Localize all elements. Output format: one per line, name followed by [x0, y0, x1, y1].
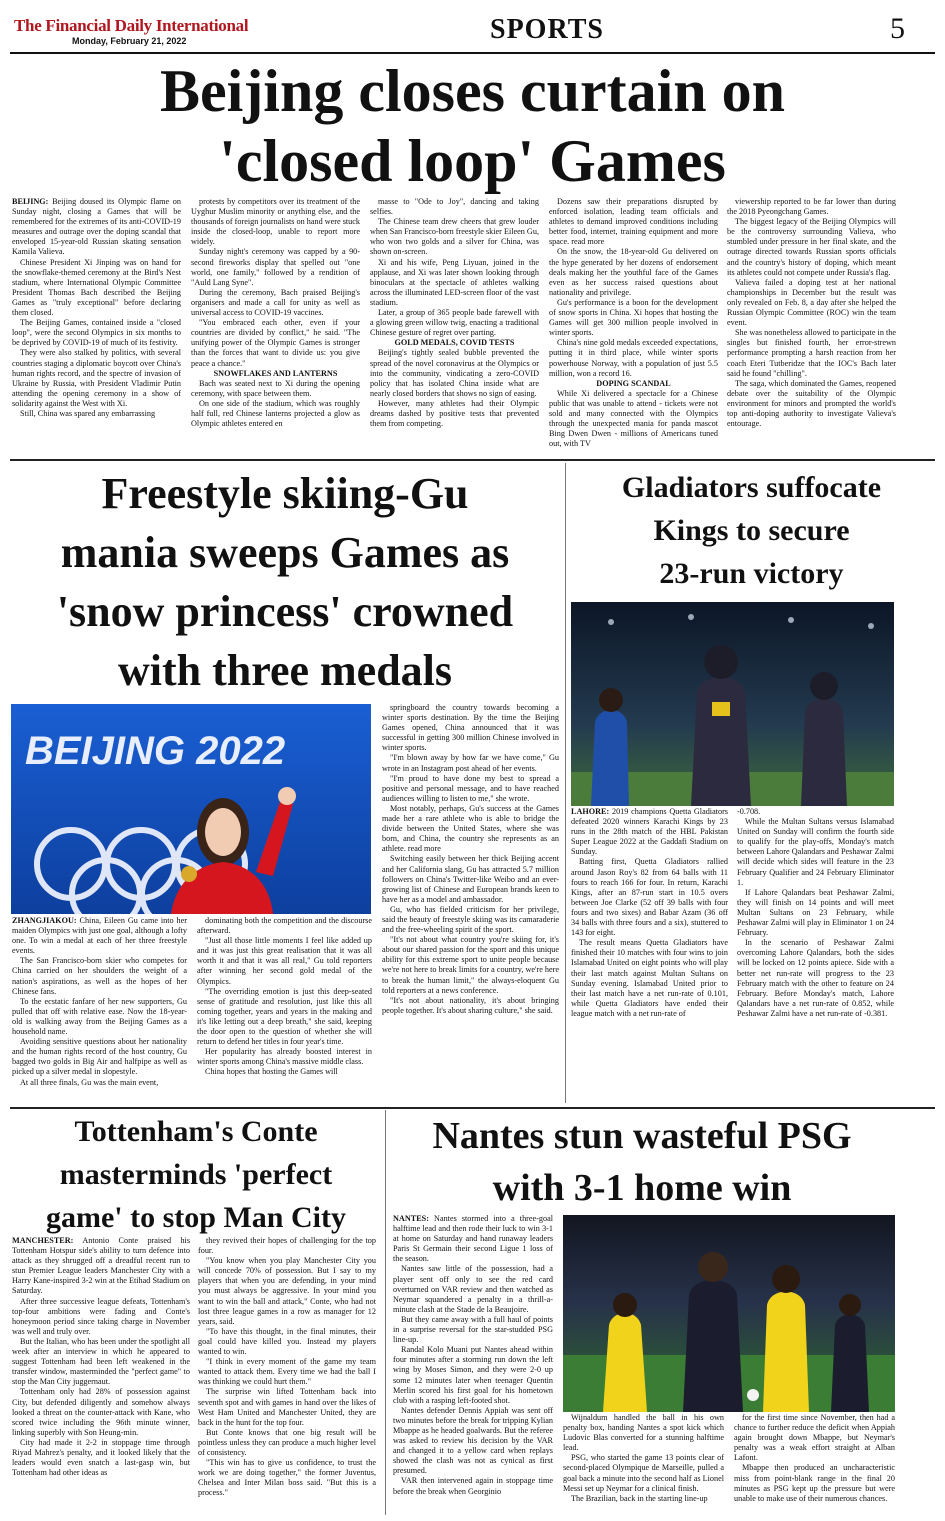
paragraph: Xi and his wife, Peng Liyuan, joined in the applause, and Xi was later shown looking through binoculars at the spectacle of athletes walking across the illuminated LED-screen floor of the vast stadium.	[370, 257, 539, 307]
paragraph-text: 2019 champions Quetta Gladiators defeated 2020 winners Karachi Kings by 23 runs in the 28th match of the HBL Pakistan Super League 2022 at the Gaddafi Stadium on Sunday.	[571, 807, 728, 857]
eileen-gu-photo-art	[11, 704, 371, 914]
dateline: NANTES:	[393, 1214, 429, 1223]
paragraph	[571, 807, 728, 857]
page-number: 5	[890, 12, 905, 45]
divider	[385, 1110, 386, 1515]
paragraph: for the first time since November, then had a chance to further reduce the deficit when Appiah again brought down Mbappe, but Neymar's penalty was a weak effort straight at Alban Lafont.	[734, 1413, 895, 1463]
paragraph-text: Beijing doused its Olympic flame on Sunday night, closing a Games that will be remembered for the extremes of its anti-COVID-19 measures and outrage over the doping scandal that enveloped 15-year-old Russian skating sensation Kamila Valieva.	[12, 197, 181, 257]
paragraph: -0.708.	[737, 807, 761, 816]
dateline: BEIJING:	[12, 197, 49, 206]
gu-headline	[10, 464, 560, 700]
paragraph: In the scenario of Peshawar Zalmi overcoming Lahore Qalandars, both the sides will be locked on 12 points apiece. Side with a better net run-rate will progress to the 23 February match with the other to feature on 24 February. Before Monday's match, Lahore Qalandars have a net run-rate of 0.852, while Peshawar Zalmi have a net run-rate of -0.381.	[737, 938, 894, 1018]
paragraph: "Just all those little moments I feel like added up and it was just this great realisation that it was all worth it and that it was all real," Gu told reporters after winning her second gold medal of the Olympics.	[197, 936, 372, 986]
paragraph: China hopes that hosting the Games will	[205, 1067, 338, 1077]
paragraph	[12, 197, 181, 258]
paragraph: At all three finals, Gu was the main event,	[20, 1077, 159, 1087]
paragraph: The Chinese team drew cheers that grew louder when San Francisco-born freestyle skier Eileen Gu, who won two golds and a silver for China, was shown on-screen.	[370, 217, 539, 257]
paragraph: "I'm blown away by how far we have come," Gu wrote in an Instagram post ahead of her events.	[382, 753, 559, 773]
paragraph: "I'm proud to have done my best to spread a positive and personal message, and to have reached audiences willing to listen to me," she wrote.	[382, 773, 559, 803]
paragraph: Sunday night's ceremony was capped by a 90-second fireworks display that spelled out "one world, one family," followed by a rendition of "Auld Lang Syne".	[191, 247, 360, 287]
paragraph: The Beijing Games, contained inside a "closed loop", were the second Olympics in six months to be deprived by COVID-19 of much of its festivity.	[12, 318, 181, 348]
backdrop-text: BEIJING 2022	[25, 729, 286, 773]
paragraph: "It's not about what country you're skiing for, it's about our shared passion for the sport and this unique ability for this extreme sport to unite people because we're not here to break limits for a country, we're here to break the human limit," the always-eloquent Gu told reporters at a news conference.	[382, 935, 559, 995]
paragraph: "To have this thought, in the final minutes, their goal could have killed you. Instead my players wanted to win.	[198, 1326, 376, 1357]
beijing-headline	[20, 56, 925, 196]
paragraph: Avoiding sensitive questions about her nationality and the human rights record of the host country, Gu bagged two golds in Big Air and halfpipe as well as picked up a silver medal in slopestyle.	[12, 1037, 187, 1077]
paragraph: The biggest legacy of the Beijing Olympics will be the controversy surrounding Valieva, who stumbled under pressure in her final skate, and the outrage directed towards Russian sports officials and the country's history of doping, which meant its athletes could not compete under Russia's flag.	[727, 217, 896, 277]
nantes-col-3	[734, 1413, 895, 1514]
beijing-col-2	[191, 197, 360, 455]
paragraph: Valieva failed a doping test at her national championships in December but the result was only revealed on Feb. 8, a day after she helped the Russian Olympic Committee (ROC) win the team event.	[727, 277, 896, 328]
paragraph-text: China, Eileen Gu came into her maiden Olympics with just one goal, although a lofty one. To win a medal at each of her three freestyle events.	[12, 916, 187, 956]
divider	[565, 463, 566, 1103]
paragraph: On the snow, the 18-year-old Gu delivered on the hype generated by her dozens of endorsement deals making her the youthful face of the Games even as her success raised questions about nationality and privilege.	[549, 247, 718, 297]
paragraph	[12, 1236, 190, 1297]
paragraph: "I think in every moment of the game my team wanted to attack them. Every time we had the ball I was thinking we could hurt them."	[198, 1357, 376, 1387]
gladiators-col-2	[737, 807, 894, 1103]
beijing-col-1	[12, 197, 181, 455]
headline-line: Beijing closes curtain on	[160, 58, 785, 124]
paragraph: masse to "Ode to Joy", dancing and taking selfies.	[370, 197, 539, 217]
paragraph: While Xi delivered a spectacle for a Chinese public that was unable to attend - tickets were not sold and many connected with the Olympics through the unexpected mania for panda mascot Bing Dwen Dwen - millions of Americans tuned out, with TV	[549, 388, 718, 449]
cricket-photo-art	[571, 602, 894, 806]
paragraph: To the ecstatic fanfare of her new supporters, Gu pulled that off with relative ease. Now the 18-year-old is walking away from the Beijing Games as a household name.	[12, 996, 187, 1037]
issue-date: Monday, February 21, 2022	[72, 36, 187, 46]
tottenham-col-2	[198, 1236, 376, 1514]
paragraph: "You know when you play Manchester City you will concede 70% of possession. But I say to my players that when you are defending, in your mind you must always be aggressive. In your mind you want to win the ball and attack," Conte, who had not lost three league games in a row as manager for 12 years, said.	[198, 1256, 376, 1326]
dateline: LAHORE:	[571, 807, 610, 816]
paragraph: During the ceremony, Bach praised Beijing's organisers and made a call for unity as well as universal access to COVID-19 vaccines.	[191, 287, 360, 318]
paragraph: "The overriding emotion is just this deep-seated sense of gratitude and resolution, just like this all coming together, years and years in the making and it's like letting out a deep breath," she said, keeping the door open to the question of whether she will return to defend her titles in four year's time.	[197, 986, 372, 1047]
divider	[10, 459, 935, 461]
eileen-gu-photo	[11, 704, 371, 914]
headline-line: masterminds 'perfect	[59, 1158, 333, 1191]
paragraph: Gu's performance is a boon for the development of snow sports in China. Xi hopes that hosting the Games will get 300 million people involved in winter sports.	[549, 297, 718, 338]
paragraph: viewership reported to be far lower than during the 2018 Pyeongchang Games.	[727, 197, 896, 217]
headline-line: Gladiators suffocate	[621, 471, 882, 504]
paragraph: Wijnaldum handled the ball in his own penalty box, handing Nantes a spot kick which Ludovic Blas converted for a stunning halftime lead.	[563, 1413, 724, 1453]
paragraph: City had made it 2-2 in stoppage time through Riyad Mahrez's penalty, and it looked likely that the leaders would even snatch a last-gasp win, but Tottenham had other ideas as	[12, 1437, 190, 1478]
masthead	[10, 8, 935, 54]
divider	[10, 1107, 935, 1109]
paper-name: The Financial Daily International	[14, 16, 249, 35]
paragraph: Bach was seated next to Xi during the opening ceremony, with space between them.	[191, 378, 360, 398]
football-photo-art	[563, 1215, 895, 1412]
paragraph: But Conte knows that one big result will be pointless unless they can produce a much higher level of consistency.	[198, 1427, 376, 1457]
paragraph: The surprise win lifted Tottenham back into seventh spot and with games in hand over the likes of West Ham United and Manchester United, they are back in the hunt for the top four.	[198, 1387, 376, 1427]
headline-line: Freestyle skiing-Gu	[101, 469, 469, 518]
paragraph: protests by competitors over its treatment of the Uyghur Muslim minority or anything else, and the thousands of foreign journalists on hand were stuck inside the closed-loop, unable to report more widely.	[191, 197, 360, 247]
paragraph: But they came away with a full haul of points in a surprise reversal for the star-studded PSG line-up.	[393, 1314, 553, 1345]
paragraph: springboard the country towards becoming a winter sports destination. By the time the Beijing Games opened, China announced that it was successful in getting 300 million Chinese involved in winter sports.	[382, 703, 559, 753]
paragraph: On one side of the stadium, which was roughly half full, red Chinese lanterns projected a glow as Olympic athletes entered en	[191, 398, 360, 429]
headline-line: with 3-1 home win	[492, 1167, 792, 1209]
headline-line: mania sweeps Games as	[60, 528, 510, 577]
paragraph: dominating both the competition and the discourse afterward.	[197, 916, 372, 936]
paragraph: They were also stalked by politics, with several countries staging a diplomatic boycott over China's human rights record, and the spectre of invasion of Ukraine by Russia, with President Vladimir Putin attending the opening ceremony in a show of solidarity against the West with Xi.	[12, 348, 181, 408]
cricket-photo	[571, 602, 894, 806]
paragraph: The San Francisco-born skier who competes for China carried on her shoulders the weight of a nation's aspirations, as well as the hopes of her Chinese fans.	[12, 956, 187, 996]
paragraph: Her popularity has already boosted interest in winter sports among China's massive middle class.	[197, 1047, 372, 1067]
beijing-col-4	[549, 197, 718, 455]
tottenham-col-1	[12, 1236, 190, 1514]
paragraph: Gu, who has fielded criticism for her privilege, said the beauty of freestyle skiing was its camaraderie and the free-wheeling spirit of the sport.	[382, 904, 559, 935]
section-title: SPORTS	[490, 14, 604, 45]
headline-line: 23-run victory	[659, 557, 844, 590]
paragraph: Tottenham only had 28% of possession against City, but defended diligently and somehow always looked a threat on the counter-attack with Kane, who scored twice including the 96th minute winner, linking superbly with Son Heung-min.	[12, 1387, 190, 1437]
headline-line: Kings to secure	[653, 514, 850, 547]
paragraph: Nantes saw little of the possession, had a player sent off only to see the red card overturned on VAR review and then watched as Neymar squandered a penalty in a thrill-a-minute clash at the Stade de la Beaujoire.	[393, 1264, 553, 1314]
headline-line: Tottenham's Conte	[74, 1115, 318, 1148]
gu-col-3	[382, 703, 559, 1103]
paragraph	[12, 916, 187, 956]
headline-line: Nantes stun wasteful PSG	[432, 1115, 852, 1157]
headline-line: 'closed loop' Games	[219, 128, 726, 194]
paragraph	[393, 1214, 553, 1264]
paragraph: Still, China was spared any embarrassing	[20, 408, 156, 418]
football-photo	[563, 1215, 895, 1412]
paragraph-text: Antonio Conte praised his Tottenham Hotspur side's ability to turn defence into attack as they shrugged off a dreadful recent run to stun Premier League leaders Manchester City with a Harry Kane-inspired 3-2 win at the Etihad Stadium on Saturday.	[12, 1236, 190, 1296]
subhead: DOPING SCANDAL	[596, 378, 671, 388]
dateline: MANCHESTER:	[12, 1236, 74, 1245]
paragraph: PSG, who started the game 13 points clear of second-placed Olympique de Marseille, pulled a goal back a minute into the second half as Lionel Messi set up Neymar for a clinical finish.	[563, 1453, 724, 1493]
gu-col-2	[197, 916, 372, 1103]
paragraph: The Brazilian, back in the starting line-up	[571, 1493, 708, 1503]
paragraph: Randal Kolo Muani put Nantes ahead within four minutes after a storming run down the left wing by Moses Simon, and they were 2-0 up some 12 minutes later when teenager Quentin Merlin scored his first goal for his hometown club with a rasping left-footed shot.	[393, 1345, 553, 1405]
paragraph: Mbappe then produced an uncharacteristic miss from point-blank range in the final 20 minutes as PSG kept up the pressure but were unable to make use of their numerous chances.	[734, 1463, 895, 1503]
paragraph: But the Italian, who has been under the spotlight all week after an interview in which he appeared to suggest Tottenham had been left weakened in the transfer window, masterminded the "perfect game" to stop the Man City juggernaut.	[12, 1336, 190, 1387]
subhead: GOLD MEDALS, COVID TESTS	[394, 338, 515, 348]
dateline: ZHANGJIAKOU:	[12, 916, 77, 925]
headline-line: game' to stop Man City	[46, 1201, 346, 1234]
paragraph: After three successive league defeats, Tottenham's top-four ambitions were fading and Conte's honeymoon period since taking charge in November was well and truly over.	[12, 1296, 190, 1336]
paragraph: China's nine gold medals exceeded expectations, putting it in third place, while winter sports powerhouse Norway, with a population of just 5.5 million, won a record 16.	[549, 338, 718, 378]
nantes-col-1	[393, 1214, 553, 1514]
gladiators-headline	[569, 466, 934, 595]
paragraph: Later, a group of 365 people bade farewell with a glowing green willow twig, enacting a traditional Chinese gesture of regret over parting.	[370, 308, 539, 338]
tottenham-headline	[10, 1110, 382, 1239]
paragraph: Nantes defender Dennis Appiah was sent off two minutes before the break for tripping Kylian Mbappe as he headed goalwards. But the referee was asked to review his decision by the VAR and changed it to a yellow card when replays showed the clash was not as cynical as first presumed.	[393, 1405, 553, 1476]
paragraph-text: Nantes stormed into a three-goal halftime lead and then rode their luck to win 3-1 at home on Saturday and hand runaway leaders Paris St Germain their second Ligue 1 loss of the season.	[393, 1214, 553, 1264]
paragraph: Chinese President Xi Jinping was on hand for the snowflake-themed ceremony at the Bird's Nest stadium, where International Olympic Committee President Thomas Bach described the Beijing Games as "truly exceptional" before declaring them closed.	[12, 257, 181, 318]
subhead: SNOWFLAKES AND LANTERNS	[213, 368, 338, 378]
gladiators-col-1	[571, 807, 728, 1103]
gu-col-1	[12, 916, 187, 1103]
paragraph: The saga, which dominated the Games, reopened debate over the suitability of the Olympic environment for minors and prompted the world's top anti-doping authority to investigate Valieva's entourage.	[727, 378, 896, 429]
paragraph: The result means Quetta Gladiators have finished their 10 matches with four wins to join Islamabad United on eight points who will play their last match against Multan Sultans on Sunday evening. Islamabad United prior to their last match have a net run-rate of 0.101, while Quetta Gladiators have ended their league match with a net run-rate of	[571, 938, 728, 1018]
paragraph: Batting first, Quetta Gladiators rallied around Jason Roy's 82 from 64 balls with 11 fours to reach 166 for four. In return, Karachi Kings, after an 87-run start in 10.5 overs between Joe Clarke (52 off 39 balls with four fours and two sixes) and Babar Azam (36 off 34 balls with three fours and a six), stuttered to 143 for eight.	[571, 857, 728, 938]
paragraph: However, many athletes had their Olympic dreams dashed by positive tests that prevented them from competing.	[370, 398, 539, 429]
paragraph: VAR then intervened again in stoppage time before the break when Georginio	[393, 1476, 553, 1496]
paragraph: Most notably, perhaps, Gu's success at the Games made her a rare athlete who is able to bridge the divide between the United States, where she was born, and China, the country she represents as an athlete. read more	[382, 803, 559, 854]
paragraph: they revived their hopes of challenging for the top four.	[198, 1236, 376, 1256]
paragraph: "This win has to give us confidence, to trust the work we are doing together," the former Juventus, Chelsea and Inter Milan boss said. "But this is a process."	[198, 1458, 376, 1498]
paragraph: Switching easily between her thick Beijing accent and her California slang, Gu has attracted 5.7 million followers on China's Twitter-like Weibo and an ever-growing list of Chinese and European brands keen to have her as a model and ambassador.	[382, 854, 559, 904]
paragraph: While the Multan Sultans versus Islamabad United on Sunday will confirm the fourth side to qualify for the play-offs, Monday's match between Lahore Qalandars and Peshawar Zalmi will decide which sides will feature in the 23 February Qualifier and 24 February Eliminator 1.	[737, 817, 894, 887]
paragraph: "It's not about nationality, it's about bringing people together. It's about sharing culture," she said.	[382, 995, 559, 1015]
paragraph: She was nonetheless allowed to participate in the singles but finished fourth, her error-strewn performance prompting a harsh reaction from her coach Eteri Tutberidze that the IOC's Bach later said he found "chilling".	[727, 328, 896, 378]
nantes-headline	[388, 1110, 896, 1214]
nantes-col-2	[563, 1413, 724, 1514]
paragraph: Beijing's tightly sealed bubble prevented the spread of the novel coronavirus at the Olympics or into the community, vindicating a zero-COVID policy that has isolated China inside what are nearly closed borders that shows no sign of easing.	[370, 348, 539, 398]
beijing-col-5	[727, 197, 896, 455]
headline-line: 'snow princess' crowned	[56, 587, 514, 636]
paragraph: "You embraced each other, even if your countries are divided by conflict," he said. "The unifying power of the Olympic Games is stronger than the forces that want to divide us: you give peace a chance."	[191, 318, 360, 368]
beijing-col-3	[370, 197, 539, 455]
paragraph: Dozens saw their preparations disrupted by enforced isolation, leading team officials and athletes to demand improved conditions including better food, internet, training equipment and more space. read more	[549, 197, 718, 247]
paragraph: If Lahore Qalandars beat Peshawar Zalmi, they will finish on 14 points and will meet Multan Sultans on 23 February, while Peshawar Zalmi will play in Eliminator 1 on 24 February.	[737, 887, 894, 938]
headline-line: with three medals	[117, 646, 453, 695]
